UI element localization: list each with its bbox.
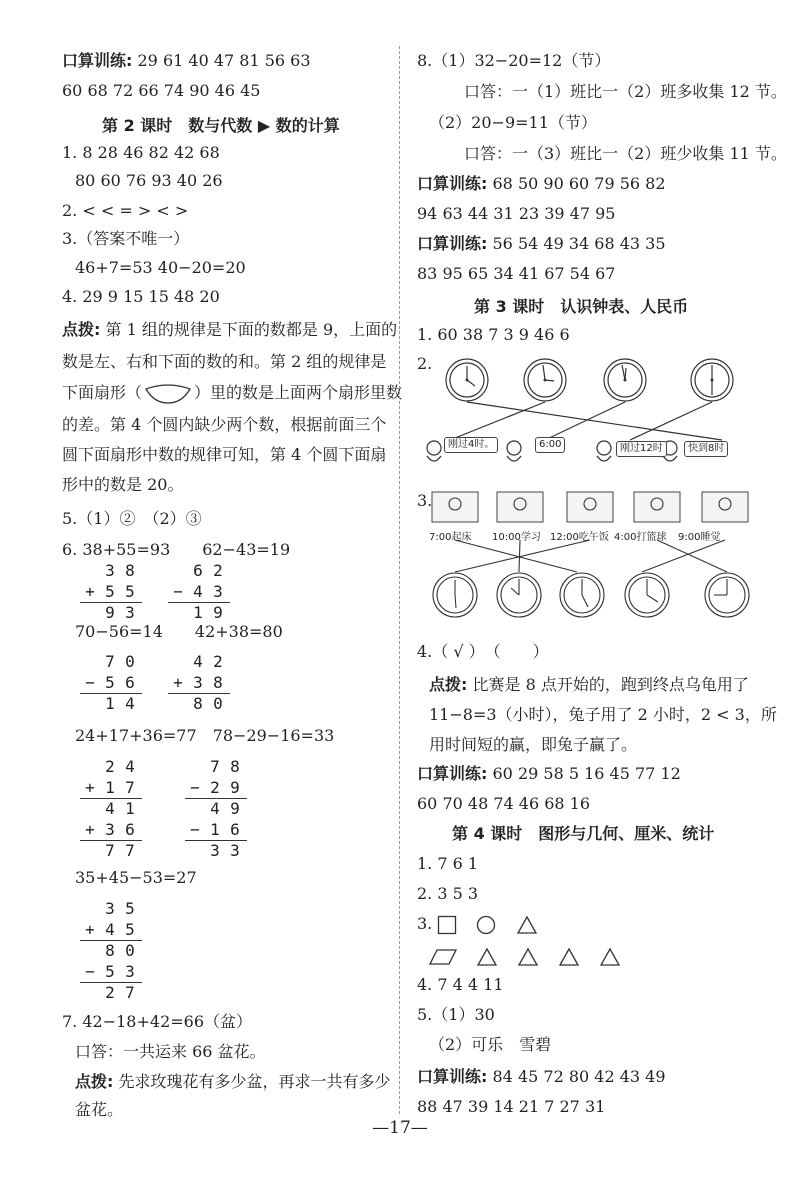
square-icon: [437, 915, 457, 935]
q7: 7. 42−18+42=66（盆）: [62, 1012, 253, 1031]
oral-practice-2: [417, 172, 666, 196]
oral-practice-5: [417, 1065, 666, 1089]
parallelogram-icon: [429, 947, 457, 967]
clock-icon: [433, 573, 477, 617]
tip7-line2: 盆花。: [75, 1100, 124, 1119]
oral-practice-3-line2: 83 95 65 34 41 67 54 67: [417, 264, 616, 283]
oral-practice-4: [417, 762, 681, 786]
q8-part2: （2）20−9=11（节）: [429, 113, 597, 132]
oral-practice-3: [417, 232, 666, 256]
s-q5-part2: （2）可乐 雪碧: [429, 1035, 552, 1054]
q6-equations-3: 24+17+36=77 78−29−16=33: [75, 726, 335, 745]
q8-part2-answer: 口答：一（3）班比一（2）班少收集 11 节。: [464, 144, 787, 163]
oral-practice-label: 口算训练:: [417, 1067, 488, 1086]
child-icon: [427, 441, 441, 461]
clock-icon: [705, 573, 749, 617]
page-number: —17—: [372, 1118, 428, 1138]
match-line: [657, 540, 727, 572]
oral-practice-numbers: 29 61 40 47 81 56 63: [137, 51, 311, 70]
q4: 4. 29 9 15 15 48 20: [62, 287, 220, 306]
q1-line1: 1. 8 28 46 82 42 68: [62, 143, 220, 162]
r-q3-label: 3.: [417, 491, 433, 510]
s-q2: 2. 3 5 3: [417, 884, 479, 903]
tip7-line1: [75, 1070, 391, 1094]
speech-label: 刚过12时: [616, 441, 667, 457]
oral-practice-2-line2: 94 63 44 31 23 39 47 95: [417, 204, 616, 223]
sector-icon: [144, 383, 192, 405]
clock-icon: [497, 573, 541, 617]
q1-line2: 80 60 76 93 40 26: [75, 171, 223, 190]
match-line: [642, 540, 725, 572]
oral-practice-numbers: 56 54 49 34 68 43 35: [492, 234, 666, 253]
column-divider: [399, 46, 400, 1114]
match-line: [450, 402, 545, 440]
q8-part1-answer: 口答：一（1）班比一（2）班多收集 12 节。: [464, 82, 787, 101]
schedule-label: 9:00睡觉: [678, 532, 721, 543]
oral-practice-1: [62, 49, 311, 73]
oral-practice-numbers: 60 29 58 5 16 45 77 12: [492, 764, 681, 783]
child-icon: [507, 441, 521, 461]
oral-practice-label: 口算训练:: [417, 764, 488, 783]
oral-practice-5-line2: 88 47 39 14 21 7 27 31: [417, 1097, 606, 1116]
s-q3: [417, 912, 552, 936]
r-q1: 1. 60 38 7 3 9 46 6: [417, 325, 570, 344]
oral-practice-numbers: 84 45 72 80 42 43 49: [492, 1067, 666, 1086]
q6-equations-4: 35+45−53=27: [75, 868, 197, 887]
clock-icon: [625, 573, 669, 617]
tip4-line1: [62, 318, 397, 342]
q2: 2. < < = > < >: [62, 201, 189, 220]
tip-label: 点拨:: [62, 320, 101, 339]
schedule-label: 7:00起床: [429, 532, 472, 543]
lesson-4-title: 第 4 课时 图形与几何、厘米、统计: [452, 824, 715, 843]
activity-picture: [567, 492, 613, 522]
activity-picture: [497, 492, 543, 522]
child-icon: [597, 441, 611, 461]
tip7-text: 先求玫瑰花有多少盆，再求一共有多少: [118, 1072, 391, 1091]
speech-label: 6:00: [535, 437, 565, 453]
oral-practice-4-line2: 60 70 48 74 46 68 16: [417, 794, 591, 813]
triangle-icon: [516, 915, 538, 935]
tip4-line5: 圆下面扇形中数的规律可知，第 4 个圆下面扇: [62, 445, 387, 464]
tip4-line6: 形中的数是 20。: [62, 475, 184, 494]
tip-r4-line2: 11−8=3（小时），兔子用了 2 小时，2 < 3，所: [429, 705, 777, 724]
q7-answer: 口答：一共运来 66 盆花。: [75, 1042, 266, 1061]
lesson-2-title: 第 2 课时 数与代数 ▶ 数的计算: [102, 116, 340, 135]
tip4-line4: 的差。第 4 个圆内缺少两个数，根据前面三个: [62, 415, 387, 434]
activity-picture: [634, 492, 680, 522]
oral-practice-label: 口算训练:: [62, 51, 133, 70]
s-q4: 4. 7 4 4 11: [417, 975, 504, 994]
schedule-matching-figure: [427, 490, 777, 626]
activity-picture: [432, 492, 478, 522]
oral-practice-numbers: 68 50 90 60 79 56 82: [492, 174, 666, 193]
oral-practice-label: 口算训练:: [417, 234, 488, 253]
tip-label: 点拨:: [429, 675, 468, 694]
match-line: [630, 402, 712, 440]
q8-part1: 8.（1）32−20=12（节）: [417, 51, 611, 70]
q5: 5.（1）② （2）③: [62, 509, 202, 528]
tip-label: 点拨:: [75, 1072, 114, 1091]
triangle-icon: [599, 947, 621, 967]
oral-practice-label: 口算训练:: [417, 174, 488, 193]
q6-equations-2: 70−56=14 42+38=80: [75, 622, 283, 641]
s-q3-label: 3.: [417, 914, 433, 933]
tip-r4-text: 比赛是 8 点开始的，跑到终点乌龟用了: [472, 675, 749, 694]
q3: 3.（答案不唯一）: [62, 229, 190, 248]
match-line: [467, 402, 722, 440]
tip4-text1: 第 1 组的规律是下面的数都是 9，上面的: [105, 320, 398, 339]
clock-icon: [560, 573, 604, 617]
lesson-3-title: 第 3 课时 认识钟表、人民币: [474, 297, 689, 316]
schedule-label: 12:00吃午饭: [550, 532, 609, 543]
triangle-icon: [517, 947, 539, 967]
q3-answer: 46+7=53 40−20=20: [75, 258, 246, 277]
s-q1: 1. 7 6 1: [417, 854, 479, 873]
speech-label: 快到8时: [684, 441, 728, 457]
s-q5: 5.（1）30: [417, 1005, 495, 1024]
triangle-icon: [558, 947, 580, 967]
tip4-line3: [62, 381, 402, 405]
match-line: [519, 540, 520, 572]
schedule-label: 4:00打篮球: [614, 532, 667, 543]
match-line: [545, 402, 625, 440]
schedule-label: 10:00学习: [492, 532, 541, 543]
oral-practice-1-line2: 60 68 72 66 74 90 46 45: [62, 81, 261, 100]
r-q2-label: 2.: [417, 354, 433, 373]
speech-label: 刚过4时。: [444, 437, 498, 453]
tip4-text3b: ）里的数是上面两个扇形里数: [194, 383, 403, 402]
r-q4: 4.（ √ ） （ ）: [417, 642, 549, 661]
tip4-text3a: 下面扇形（: [62, 383, 143, 402]
tip-r4-line3: 用时间短的赢，即兔子赢了。: [429, 735, 638, 754]
s-q3-row2: [429, 944, 635, 968]
tip4-line2: 数是左、右和下面的数的和。第 2 组的规律是: [62, 352, 387, 371]
activity-picture: [702, 492, 748, 522]
circle-icon: [476, 915, 496, 935]
triangle-icon: [476, 947, 498, 967]
q6-equations-1: 6. 38+55=93 62−43=19: [62, 540, 291, 559]
tip-r4-line1: [429, 673, 749, 697]
